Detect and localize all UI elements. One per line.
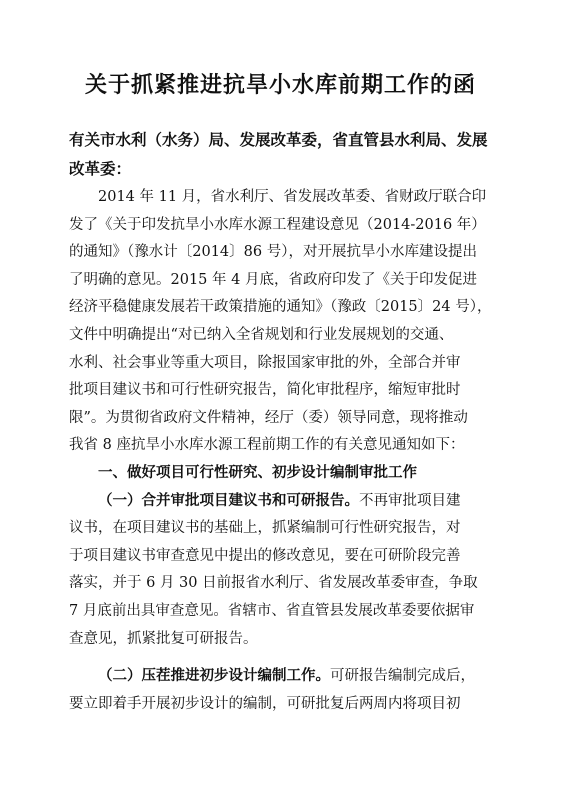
- paragraph-line: 了明确的意见。2015 年 4 月底，省政府印发了《关于印发促进: [69, 271, 477, 288]
- paragraph-sub2: [69, 663, 494, 718]
- paragraph-line: 查意见，抓紧批复可研报告。: [69, 630, 258, 647]
- paragraph-line: 7 月底前出具审查意见。省辖市、省直管县发展改革委要依据审: [69, 602, 475, 619]
- paragraph-line: 水利、社会事业等重大项目，除报国家审批的外，全部合并审: [69, 354, 461, 371]
- paragraph-line: 要立即着手开展初步设计的编制，可研批复后两周内将项目初: [69, 695, 461, 712]
- paragraph-line: 经济平稳健康发展若干政策措施的通知》（豫政〔2015〕24 号），: [69, 299, 492, 316]
- paragraph-text: 不再审批项目建: [359, 492, 461, 509]
- document-body: [69, 184, 494, 718]
- paragraph-line: [69, 663, 494, 691]
- paragraph-line: 2014 年 11 月，省水利厅、省发展改革委、省财政厅联合印: [98, 189, 487, 205]
- section-heading: 一、做好项目可行性研究、初步设计编制审批工作: [98, 464, 417, 481]
- addressee-line: 改革委：: [69, 160, 132, 178]
- addressee: [69, 126, 489, 184]
- paragraph-line: 的通知》（豫水计〔2014〕86 号），对开展抗旱小水库建设提出: [69, 244, 477, 261]
- paragraph-intro: [69, 184, 494, 460]
- paragraph-line: 于项目建议书审查意见中提出的修改意见，要在可研阶段完善: [69, 547, 461, 564]
- paragraph-line: 发了《关于印发抗旱小水库水源工程建设意见（2014-2016 年）: [69, 216, 486, 233]
- paragraph-line: 限”。为贯彻省政府文件精神，经厅（委）领导同意，现将推动: [69, 409, 468, 426]
- document-title: 关于抓紧推进抗旱小水库前期工作的函: [84, 73, 476, 98]
- paragraph-text: 可研报告编制完成后，: [330, 668, 475, 685]
- paragraph-sub1: [69, 488, 494, 654]
- paragraph-line: 落实，并于 6 月 30 日前报省水利厅、省发展改革委审查，争取: [69, 575, 478, 592]
- subsection-heading: （二）压茬推进初步设计编制工作。: [98, 668, 330, 685]
- paragraph-line: 议书，在项目建议书的基础上，抓紧编制可行性研究报告，对: [69, 520, 461, 537]
- paragraph-line: [69, 488, 494, 516]
- paragraph-line: 批项目建议书和可行性研究报告，简化审批程序，缩短审批时: [69, 382, 461, 399]
- subsection-heading: （一）合并审批项目建议书和可研报告。: [98, 492, 359, 509]
- paragraph-line: 文件中明确提出“对已纳入全省规划和行业发展规划的交通、: [69, 326, 454, 343]
- paragraph-line: 我省 8 座抗旱小水库水源工程前期工作的有关意见通知如下：: [69, 437, 465, 454]
- addressee-line: 有关市水利（水务）局、发展改革委，省直管县水利局、发展: [69, 131, 488, 149]
